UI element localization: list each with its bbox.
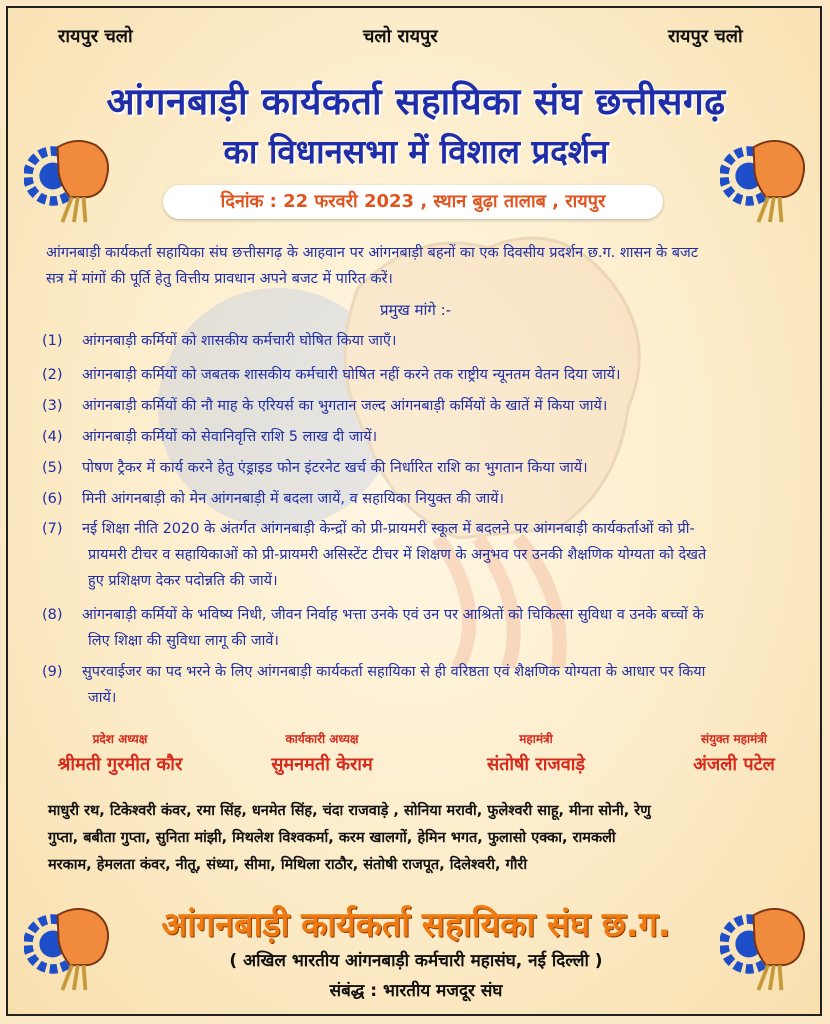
date-location-badge: दिनांक : 22 फरवरी 2023 , स्थान बुढ़ा तालाब , रायपुर	[163, 185, 663, 219]
demand-text: आंगनबाड़ी कर्मियों को सेवानिवृत्ति राशि 5 लाख दी जायें।	[82, 429, 378, 445]
intro-line: सत्र में मांगों की पूर्ति हेतु वित्तीय प्रावधान अपने बजट में पारित करें।	[46, 271, 393, 287]
poster-subtitle: का विधानसभा में विशाल प्रदर्शन	[223, 132, 609, 171]
gear-fist-logo-icon	[720, 128, 816, 224]
members-line: मरकाम, हेमलता कंवर, नीतू, संध्या, सीमा, मिथिला राठौर, संतोषी राजपूत, दिलेश्वरी, गौरी	[48, 857, 528, 873]
demands-heading: प्रमुख मांगे :-	[380, 301, 452, 319]
slogan-left: रायपुर चलो	[58, 26, 133, 47]
demand-item	[42, 486, 802, 512]
slogan-right: रायपुर चलो	[668, 26, 743, 47]
poster-frame	[6, 6, 822, 1016]
demand-text: नई शिक्षा नीति 2020 के अंतर्गत आंगनबाड़ी केन्द्रों को प्री-प्रायमरी स्कूल में बदलने पर आंगनबाड़ी कार्यकर्ताओं को प्री-	[82, 521, 695, 537]
demand-item	[42, 424, 802, 450]
demand-text: आंगनबाड़ी कर्मियों के भविष्य निधी, जीवन निर्वाह भत्ता उनके एवं उन पर आश्रितों को चिकित्सा सुविधा व उनके बच्चों के	[82, 607, 704, 623]
poster-title: आंगनबाड़ी कार्यकर्ता सहायिका संघ छत्तीसगढ़	[106, 80, 726, 123]
demand-item	[42, 328, 802, 354]
demand-number: (9)	[42, 664, 63, 680]
office-name: श्रीमती गुरमीत कौर	[57, 754, 183, 775]
intro-paragraph	[46, 240, 796, 292]
footer-affiliation: संबंद्ध : भारतीय मजदूर संघ	[329, 981, 503, 1001]
office-role: प्रदेश अध्यक्ष	[92, 732, 148, 746]
office-role: संयुक्त महामंत्री	[700, 732, 768, 746]
office-name: संतोषी राजवाड़े	[486, 754, 586, 775]
demand-item	[42, 393, 802, 419]
slogan-center: चलो रायपुर	[363, 26, 438, 47]
footer-parent-federation: ( अखिल भारतीय आंगनबाड़ी कर्मचारी महासंघ, नई दिल्ली )	[229, 951, 603, 971]
demand-text: प्रायमरी टीचर व सहायिकाओं को प्री-प्रायमरी असिस्टेंट टीचर में शिक्षण के अनुभव पर उनकी शैक्षणिक योग्यता को देखते	[88, 547, 707, 563]
footer-organization: आंगनबाड़ी कार्यकर्ता सहायिका संघ छ.ग.	[161, 905, 671, 945]
demand-text: मिनी आंगनबाड़ी को मेन आंगनबाड़ी में बदला जायें, व सहायिका नियुक्त की जायें।	[82, 491, 505, 507]
demand-text: हुए प्रशिक्षण देकर पदोन्नति की जायें।	[88, 573, 278, 589]
members-list	[48, 798, 800, 879]
demand-text: आंगनबाड़ी कर्मियों को जबतक शासकीय कर्मचारी घोषित नहीं करने तक राष्ट्रीय न्यूनतम वेतन दिया जायें।	[82, 367, 621, 383]
demand-text: जायें।	[88, 690, 117, 706]
demand-item	[42, 602, 802, 654]
gear-fist-logo-icon	[24, 128, 120, 224]
demand-text: आंगनबाड़ी कर्मियों को शासकीय कर्मचारी घोषित किया जाएँ।	[82, 333, 397, 349]
intro-line: आंगनबाड़ी कार्यकर्ता सहायिका संघ छत्तीसगढ़ के आहवान पर आंगनबाड़ी बहनों का एक दिवसीय प्रदर्शन छ.ग. शासन के बजट	[46, 245, 699, 261]
members-line: गुप्ता, बबीता गुप्ता, सुनिता मांझी, मिथलेश विश्वकर्मा, करम खालगों, हेमिन भगत, फुलासो एक्का, रामकली	[48, 830, 616, 846]
demand-number: (5)	[42, 460, 63, 476]
demand-number: (3)	[42, 398, 63, 414]
demand-text: सुपरवाईजर का पद भरने के लिए आंगनबाड़ी कार्यकर्ता सहायिका से ही वरिष्ठता एवं शैक्षणिक योग्यता के आधार पर किया	[82, 664, 706, 680]
demand-item	[42, 659, 802, 711]
demand-number: (8)	[42, 607, 63, 623]
demand-item	[42, 455, 802, 481]
demand-number: (4)	[42, 429, 63, 445]
demand-text: लिए शिक्षा की सुविधा लागू की जावें।	[88, 633, 279, 649]
demand-text: आंगनबाड़ी कर्मियों की नौ माह के एरियर्स का भुगतान जल्द आंगनबाड़ी कर्मियों के खातें में किया जायें।	[82, 398, 608, 414]
office-role: महामंत्री	[519, 732, 553, 746]
demand-item	[42, 362, 802, 388]
office-name: सुमनमती केराम	[271, 754, 373, 775]
demand-item	[42, 516, 802, 594]
office-role: कार्यकारी अध्यक्ष	[285, 732, 359, 746]
demand-number: (6)	[42, 491, 63, 507]
members-line: माधुरी रथ, टिकेश्वरी कंवर, रमा सिंह, धनमेत सिंह, चंदा राजवाड़े , सोनिया मरावी, फुलेश्वरी साहू, मीना सोनी, रेणु	[48, 803, 651, 819]
demand-number: (1)	[42, 333, 63, 349]
demand-number: (2)	[42, 367, 63, 383]
demand-text: पोषण ट्रैकर में कार्य करने हेतु एंड्राइड फोन इंटरनेट खर्च की निर्धारित राशि का भुगतान किया जायें।	[82, 460, 588, 476]
office-name: अंजली पटेल	[693, 754, 775, 775]
demand-number: (7)	[42, 521, 63, 537]
